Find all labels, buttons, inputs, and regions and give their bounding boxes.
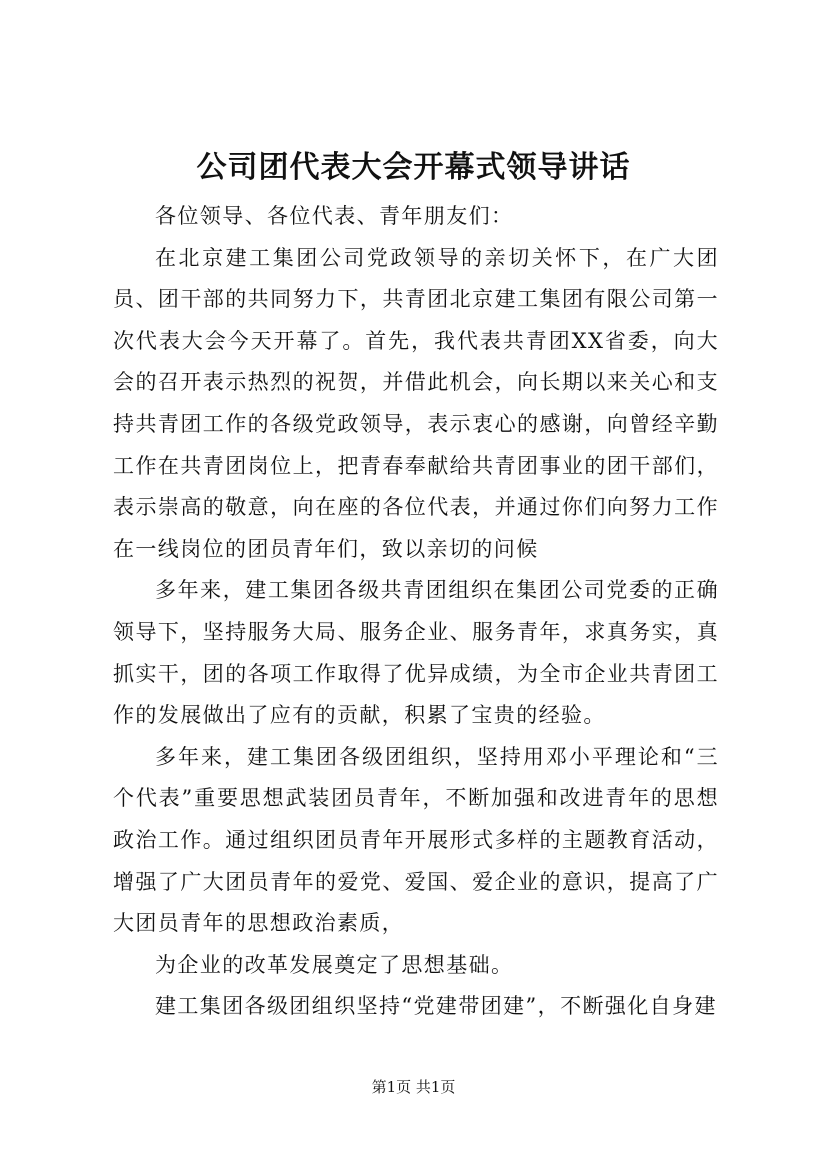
document-body — [113, 196, 719, 1028]
paragraph-salutation: 各位领导、各位代表、青年朋友们： — [155, 204, 514, 228]
page-footer: 第1页 共1页 — [371, 1078, 456, 1096]
paragraph-foundation: 为企业的改革发展奠定了思想基础。 — [155, 952, 514, 977]
paragraph-ideology: 多年来，建工集团各级团组织，坚持用邓小平理论和“三个代表”重要思想武装团员青年，不断加强和改进青年的思想政治工作。通过组织团员青年开展形式多样的主题教育活动，增强了广大团员青年的爱党、爱国、爱企业的意识，提高了广大团员青年的思想政治素质， — [113, 744, 719, 936]
paragraph-opening: 在北京建工集团公司党政领导的亲切关怀下，在广大团员、团干部的共同努力下，共青团北京建工集团有限公司第一次代表大会今天开幕了。首先，我代表共青团XX省委，向大会的召开表示热烈的祝贺，并借此机会，向长期以来关心和支持共青团工作的各级党政领导，表示衷心的感谢，向曾经辛勤工作在共青团岗位上，把青春奉献给共青团事业的团干部们，表示崇高的敬意，向在座的各位代表，并通过你们向努力工作在一线岗位的团员青年们，致以亲切的问候 — [113, 245, 719, 561]
document-title: 公司团代表大会开幕式领导讲话 — [196, 150, 631, 185]
paragraph-achievements: 多年来，建工集团各级共青团组织在集团公司党委的正确领导下，坚持服务大局、服务企业、服务青年，求真务实，真抓实干，团的各项工作取得了优异成绩，为全市企业共青团工作的发展做出了应有的贡献，积累了宝贵的经验。 — [113, 578, 719, 728]
paragraph-party-building: 建工集团各级团组织坚持“党建带团建”，不断强化自身建 — [155, 994, 717, 1019]
